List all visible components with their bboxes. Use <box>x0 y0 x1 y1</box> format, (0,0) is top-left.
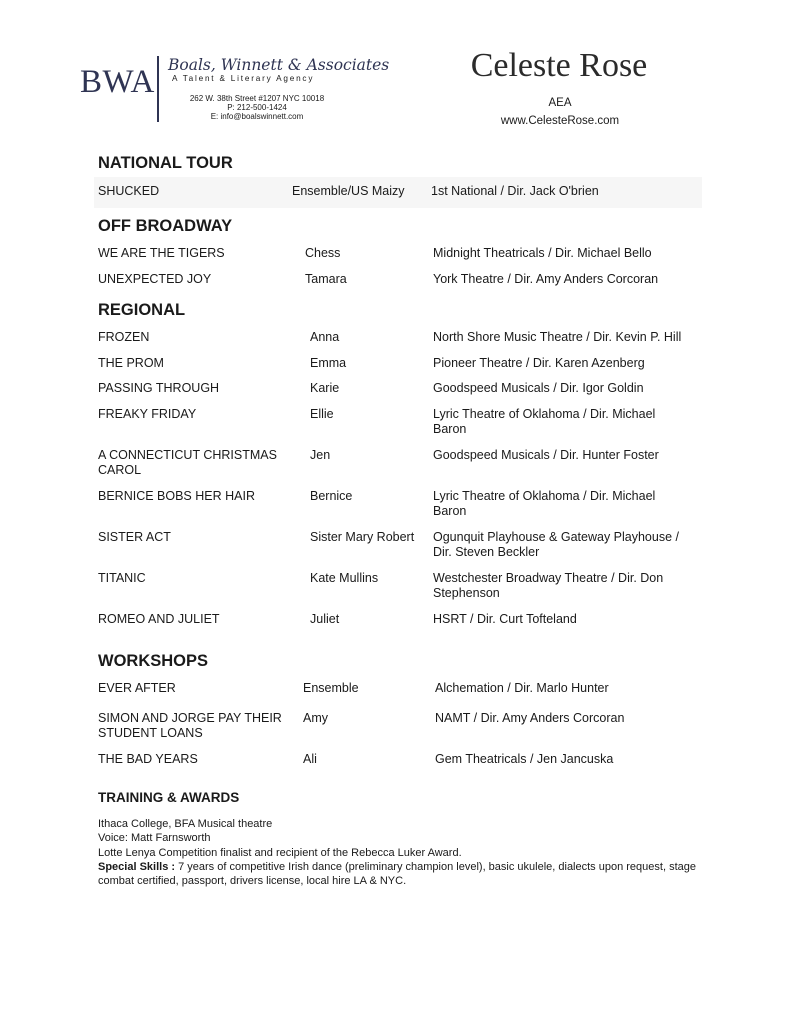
credit-company: HSRT / Dir. Curt Tofteland <box>433 612 577 626</box>
credit-role: Amy <box>303 711 328 725</box>
section-title-regional: REGIONAL <box>98 301 186 319</box>
credit-company: Westchester Broadway Theatre / Dir. Don Stephenson <box>433 571 664 600</box>
credit-company: York Theatre / Dir. Amy Anders Corcoran <box>433 272 659 286</box>
section-title-off-broadway: OFF BROADWAY <box>98 217 233 235</box>
training-block <box>98 817 698 888</box>
credit-show: FROZEN <box>98 330 150 344</box>
special-skills-label: Special Skills : <box>98 860 176 873</box>
training-line: Voice: Matt Farnsworth <box>98 832 211 845</box>
credit-show: SIMON AND JORGE PAY THEIR STUDENT LOANS <box>98 711 282 740</box>
credit-role: Ensemble <box>303 681 359 695</box>
credit-role: Ali <box>303 752 317 766</box>
agency-phone: P: 212-500-1424 <box>227 103 287 112</box>
credit-show: SISTER ACT <box>98 530 171 544</box>
agency-contact <box>172 94 342 121</box>
credit-company: 1st National / Dir. Jack O'brien <box>431 184 599 198</box>
credit-show: TITANIC <box>98 571 146 585</box>
special-skills <box>98 860 698 889</box>
credit-company: Alchemation / Dir. Marlo Hunter <box>435 681 609 695</box>
credit-company: Goodspeed Musicals / Dir. Hunter Foster <box>433 448 659 462</box>
credit-show: WE ARE THE TIGERS <box>98 246 225 260</box>
agency-divider <box>157 56 159 122</box>
credit-role: Tamara <box>305 272 347 286</box>
credit-show: A CONNECTICUT CHRISTMAS CAROL <box>98 448 277 477</box>
actor-website[interactable]: www.CelesteRose.com <box>500 115 620 127</box>
section-title-training: TRAINING & AWARDS <box>98 790 240 805</box>
credit-show: SHUCKED <box>98 184 160 198</box>
credit-company: North Shore Music Theatre / Dir. Kevin P. Hill <box>433 330 682 344</box>
actor-name: Celeste Rose <box>470 47 648 84</box>
credit-company: Midnight Theatricals / Dir. Michael Bello <box>433 246 652 260</box>
credit-role: Chess <box>305 246 341 260</box>
credit-role: Kate Mullins <box>310 571 379 585</box>
credit-role: Karie <box>310 381 340 395</box>
agency-tagline: A Talent & Literary Agency <box>172 74 315 83</box>
training-line: Lotte Lenya Competition finalist and recipient of the Rebecca Luker Award. <box>98 846 462 859</box>
credit-company: Ogunquit Playhouse & Gateway Playhouse / Dir. Steven Beckler <box>433 530 679 559</box>
credit-role: Jen <box>310 448 331 462</box>
credit-role: Ellie <box>310 407 334 421</box>
credit-company: NAMT / Dir. Amy Anders Corcoran <box>435 711 625 725</box>
credit-show: THE PROM <box>98 356 164 370</box>
credit-company: Goodspeed Musicals / Dir. Igor Goldin <box>433 381 644 395</box>
credit-show: PASSING THROUGH <box>98 381 220 395</box>
credit-role: Bernice <box>310 489 353 503</box>
training-line: Ithaca College, BFA Musical theatre <box>98 818 273 830</box>
credit-show: ROMEO AND JULIET <box>98 612 220 626</box>
credit-role: Ensemble/US Maizy <box>292 184 405 198</box>
credit-show: FREAKY FRIDAY <box>98 407 197 421</box>
agency-logo-letters: BWA <box>80 64 155 100</box>
agency-address: 262 W. 38th Street #1207 NYC 10018 <box>189 94 325 103</box>
special-skills-text: 7 years of competitive Irish dance (preliminary champion level), basic ukulele, dialects upon request, stage combat certified, passport, drivers license, local hire LA & NYC. <box>98 860 696 888</box>
credit-show: BERNICE BOBS HER HAIR <box>98 489 255 503</box>
credit-role: Emma <box>310 356 347 370</box>
credit-company: Pioneer Theatre / Dir. Karen Azenberg <box>433 356 645 370</box>
section-title-workshops: WORKSHOPS <box>98 652 209 670</box>
credit-show: EVER AFTER <box>98 681 176 695</box>
actor-union: AEA <box>548 97 572 109</box>
agency-name: Boals, Winnett & Associates <box>168 56 390 74</box>
credit-show: UNEXPECTED JOY <box>98 272 212 286</box>
credit-role: Sister Mary Robert <box>310 530 415 544</box>
credit-company: Lyric Theatre of Oklahoma / Dir. Michael Baron <box>433 489 656 518</box>
section-title-national-tour: NATIONAL TOUR <box>98 154 233 172</box>
credit-company: Gem Theatricals / Jen Jancuska <box>435 752 614 766</box>
credit-show: THE BAD YEARS <box>98 752 198 766</box>
credit-company: Lyric Theatre of Oklahoma / Dir. Michael Baron <box>433 407 656 436</box>
credit-role: Anna <box>310 330 340 344</box>
agency-email[interactable]: E: info@boalswinnett.com <box>210 112 304 121</box>
credit-role: Juliet <box>310 612 340 626</box>
